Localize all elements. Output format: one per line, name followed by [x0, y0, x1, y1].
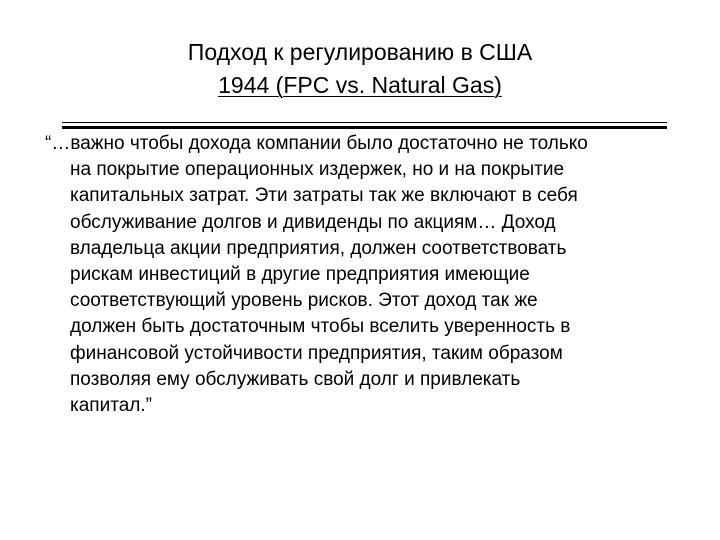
quote-line: капитальных затрат. Эти затраты так же включают в себя	[70, 185, 578, 207]
quote-line: финансовой устойчивости предприятия, таким образом	[70, 342, 563, 364]
quote-line: рискам инвестиций в другие предприятия имеющие	[70, 264, 530, 286]
divider-thick	[62, 126, 667, 129]
quote-line: “…важно чтобы дохода компании было достаточно не только	[45, 133, 588, 154]
quote-line: владельца акции предприятия, должен соответствовать	[70, 237, 567, 259]
quote-line: должен быть достаточным чтобы вселить уверенность в	[70, 316, 571, 338]
divider-thin	[62, 122, 667, 123]
quote-line: капитал.”	[70, 395, 152, 417]
quote-line: соответствующий уровень рисков. Этот доход так же	[70, 290, 538, 312]
slide-title	[0, 36, 720, 102]
title-line-2: 1944 (FPC vs. Natural Gas)	[218, 72, 502, 98]
quote-text	[45, 131, 690, 419]
quote-line: позволяя ему обслуживать свой долг и привлекать	[70, 368, 521, 390]
quote-line: на покрытие операционных издержек, но и на покрытие	[70, 159, 565, 181]
title-line-1: Подход к регулированию в США	[187, 39, 533, 65]
quote-line: обслуживание долгов и дивиденды по акциям… Доход	[70, 211, 556, 233]
